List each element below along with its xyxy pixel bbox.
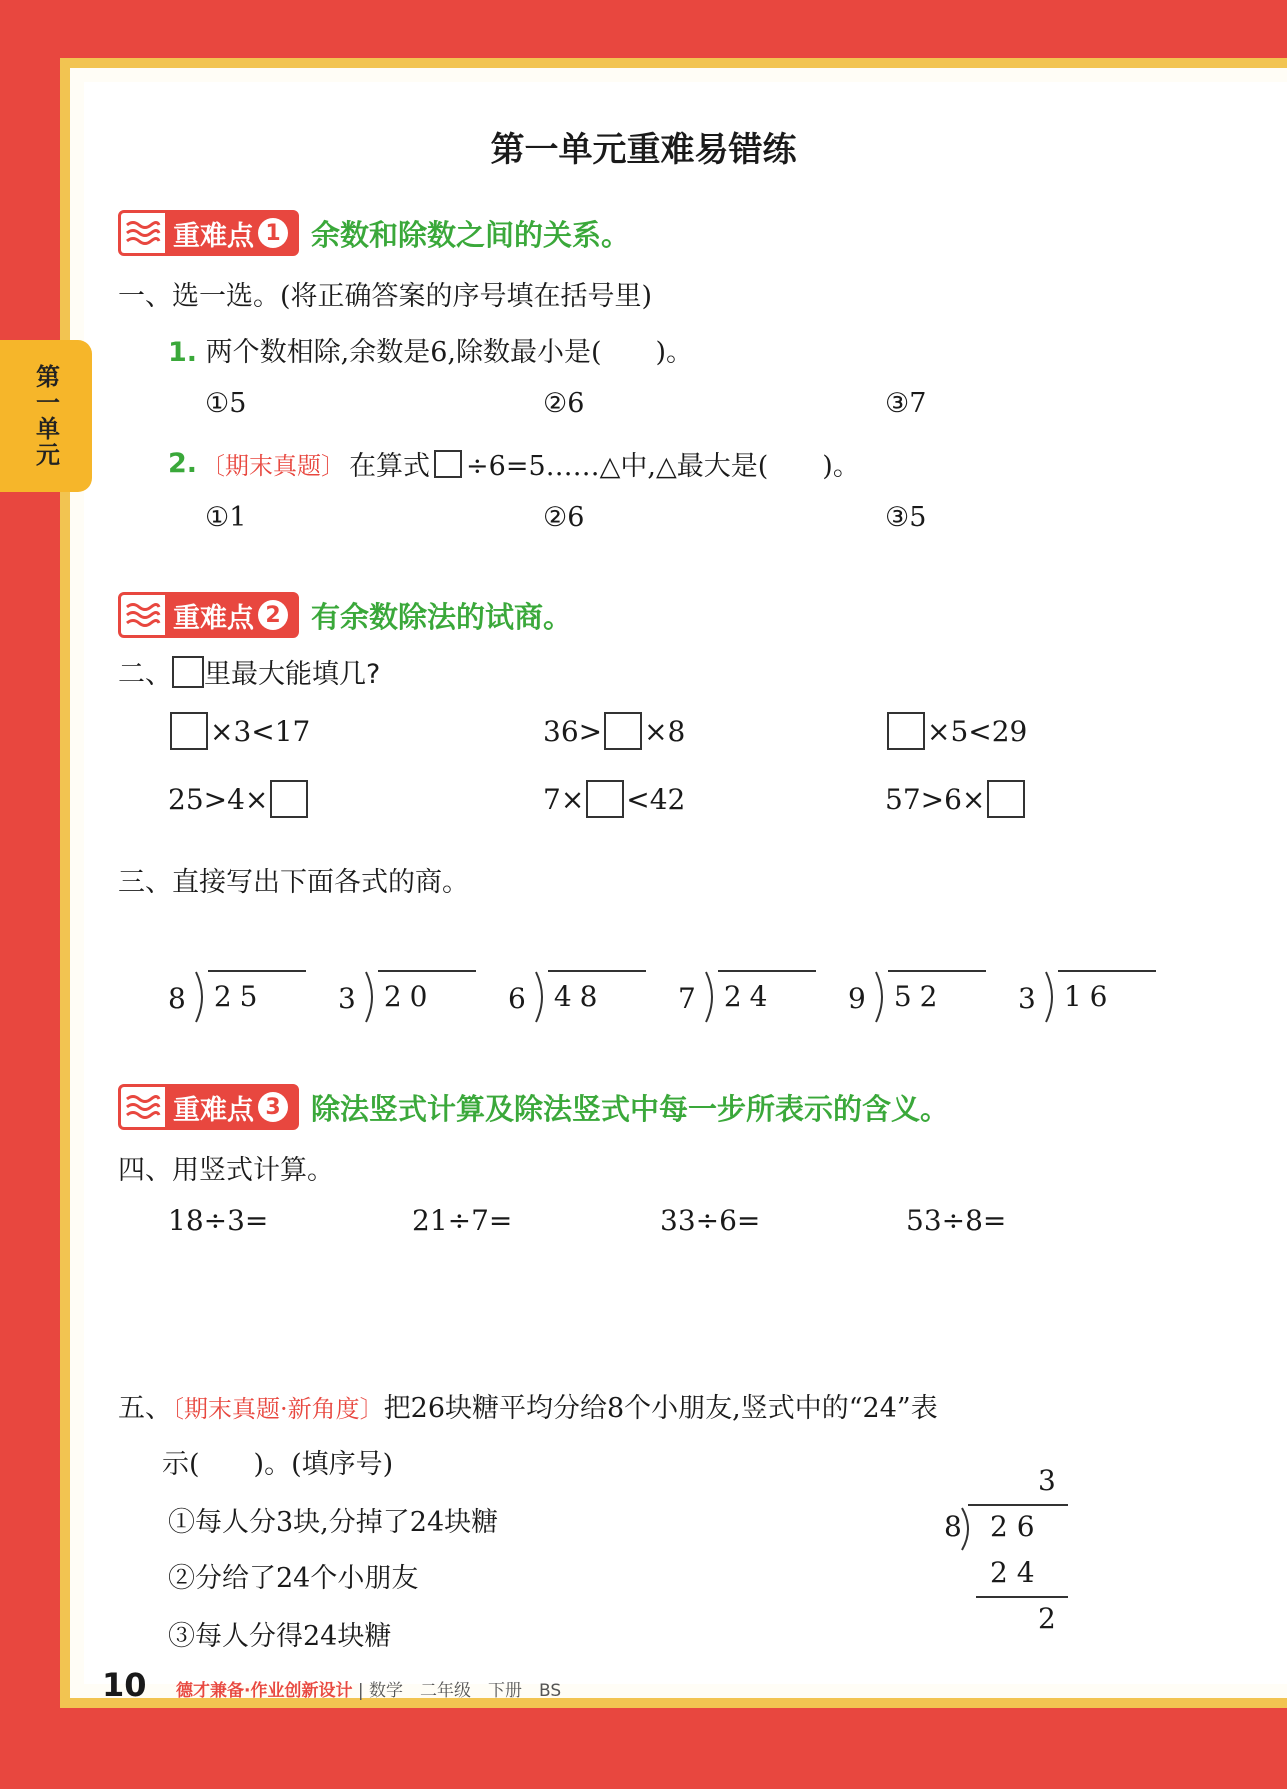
page-title: 第一单元重难易错练: [490, 130, 797, 170]
key-point-description: 有余数除法的试商。: [311, 599, 573, 634]
q5-option-2[interactable]: ②分给了24个小朋友: [168, 1563, 419, 1594]
answer-box[interactable]: [987, 780, 1025, 818]
division-bracket: [874, 970, 888, 1024]
key-point-label: 重难点: [173, 602, 254, 634]
section-5-line-2: 示( )。(填序号): [162, 1449, 394, 1480]
section-2-title-a: 二、: [118, 659, 172, 690]
divisor: 3: [1018, 982, 1044, 1015]
divisor: 7: [678, 982, 704, 1015]
section-1-note: (将正确答案的序号填在括号里): [280, 281, 653, 312]
section-1-heading: [118, 274, 652, 313]
q2-option-1[interactable]: ①1: [205, 502, 247, 533]
dividend: 48: [548, 970, 646, 1013]
expr-pre: 57>6×: [885, 782, 986, 816]
inequality-item: [543, 780, 685, 818]
division-bracket: [364, 970, 378, 1024]
section-5-line-1: [118, 1386, 938, 1425]
section-4-heading: 四、用竖式计算。: [118, 1155, 334, 1186]
inequality-item: [168, 780, 310, 818]
inequality-item: [885, 780, 1027, 818]
inequality-item: [543, 712, 685, 750]
answer-box[interactable]: [170, 712, 208, 750]
product: 2 4: [990, 1556, 1035, 1589]
divisor: 3: [338, 982, 364, 1015]
key-point-badge: [118, 592, 299, 638]
question-1: [168, 330, 693, 369]
q1-option-3[interactable]: ③7: [885, 388, 927, 419]
key-point-description: 余数和除数之间的关系。: [311, 217, 631, 252]
waves-icon: [121, 213, 165, 253]
key-point-label: 重难点: [173, 220, 254, 252]
dividend: 52: [888, 970, 986, 1013]
unit-side-tab: [0, 340, 92, 492]
dividend: 25: [208, 970, 306, 1013]
q2-option-2[interactable]: ②6: [543, 502, 585, 533]
long-division[interactable]: [848, 970, 986, 1024]
dividend: 24: [718, 970, 816, 1013]
question-2: [168, 444, 860, 483]
division-bracket: [704, 970, 718, 1024]
answer-box[interactable]: [887, 712, 925, 750]
footer-brand: 德才兼备·作业创新设计: [176, 1681, 353, 1701]
square-symbol: [172, 656, 204, 688]
q2-option-3[interactable]: ③5: [885, 502, 927, 533]
question-1-number: 1.: [168, 337, 198, 368]
expr-pre: 7×: [543, 782, 585, 816]
division-expression: 53÷8=: [906, 1204, 1007, 1237]
dividend: 20: [378, 970, 476, 1013]
question-2-tag: 〔期末真题〕: [201, 452, 346, 480]
key-point-label: 重难点: [173, 1094, 254, 1126]
expr-post: ×8: [644, 714, 686, 748]
divisor: 8: [168, 982, 194, 1015]
footer-info: 德才兼备·作业创新设计 | 数学 二年级 下册 BS: [176, 1681, 562, 1701]
q1-option-2[interactable]: ②6: [543, 388, 585, 419]
division-bracket: [534, 970, 548, 1024]
question-2-text-a: 在算式: [349, 451, 431, 482]
long-division[interactable]: [168, 970, 306, 1024]
long-division[interactable]: [1018, 970, 1156, 1024]
long-division[interactable]: [678, 970, 816, 1024]
vertical-division-diagram: [944, 1464, 1074, 1634]
subtraction-line: [976, 1596, 1068, 1598]
page-number: 10: [102, 1666, 147, 1704]
section-2-title-b: 里最大能填几?: [204, 659, 381, 690]
division-line: [968, 1504, 1068, 1506]
answer-box[interactable]: [604, 712, 642, 750]
question-1-text: 两个数相除,余数是6,除数最小是( )。: [205, 337, 694, 368]
inequality-item: [885, 712, 1027, 750]
division-bracket: [960, 1506, 974, 1552]
section-5-title: 五、: [118, 1393, 172, 1424]
square-symbol: [434, 450, 462, 478]
expr-post: <42: [626, 782, 686, 816]
expr-post: ×5<29: [927, 714, 1028, 748]
expr-pre: 25>4×: [168, 782, 269, 816]
quotient: 3: [1038, 1464, 1056, 1497]
division-bracket: [194, 970, 208, 1024]
q5-option-1[interactable]: ①每人分3块,分掉了24块糖: [168, 1507, 499, 1538]
q1-option-1[interactable]: ①5: [205, 388, 247, 419]
question-2-number: 2.: [168, 448, 198, 479]
q5-option-3[interactable]: ③每人分得24块糖: [168, 1621, 392, 1652]
waves-icon: [121, 1087, 165, 1127]
division-expression: 21÷7=: [412, 1204, 513, 1237]
long-division[interactable]: [338, 970, 476, 1024]
footer-details: 数学 二年级 下册 BS: [369, 1681, 562, 1701]
remainder: 2: [1038, 1602, 1056, 1635]
divisor: 9: [848, 982, 874, 1015]
section-5-tag: 〔期末真题·新角度〕: [172, 1395, 384, 1423]
division-expression: 18÷3=: [168, 1204, 269, 1237]
expr-post: ×3<17: [210, 714, 311, 748]
inequality-item: [168, 712, 310, 750]
section-2-heading: [118, 652, 380, 691]
key-point-badge: [118, 210, 299, 256]
divisor: 6: [508, 982, 534, 1015]
key-point-number: 3: [258, 1092, 288, 1122]
unit-side-tab-label: 第一单元: [31, 364, 60, 468]
question-2-text-b: ÷6=5……△中,△最大是( )。: [466, 451, 860, 482]
division-bracket: [1044, 970, 1058, 1024]
section-5-text-1: 把26块糖平均分给8个小朋友,竖式中的“24”表: [383, 1393, 938, 1424]
key-point-number: 2: [258, 600, 288, 630]
answer-box[interactable]: [586, 780, 624, 818]
answer-box[interactable]: [270, 780, 308, 818]
long-division[interactable]: [508, 970, 646, 1024]
dividend: 2 6: [990, 1510, 1035, 1543]
divisor: 8: [944, 1510, 962, 1543]
key-point-1: [118, 210, 630, 256]
waves-icon: [121, 595, 165, 635]
expr-pre: 36>: [543, 714, 603, 748]
section-3-heading: 三、直接写出下面各式的商。: [118, 867, 469, 898]
key-point-number: 1: [258, 218, 288, 248]
key-point-3: [118, 1084, 949, 1130]
section-1-title: 一、选一选。: [118, 281, 280, 312]
key-point-description: 除法竖式计算及除法竖式中每一步所表示的含义。: [311, 1091, 950, 1126]
division-expression: 33÷6=: [660, 1204, 761, 1237]
key-point-badge: [118, 1084, 299, 1130]
dividend: 16: [1058, 970, 1156, 1013]
key-point-2: [118, 592, 572, 638]
